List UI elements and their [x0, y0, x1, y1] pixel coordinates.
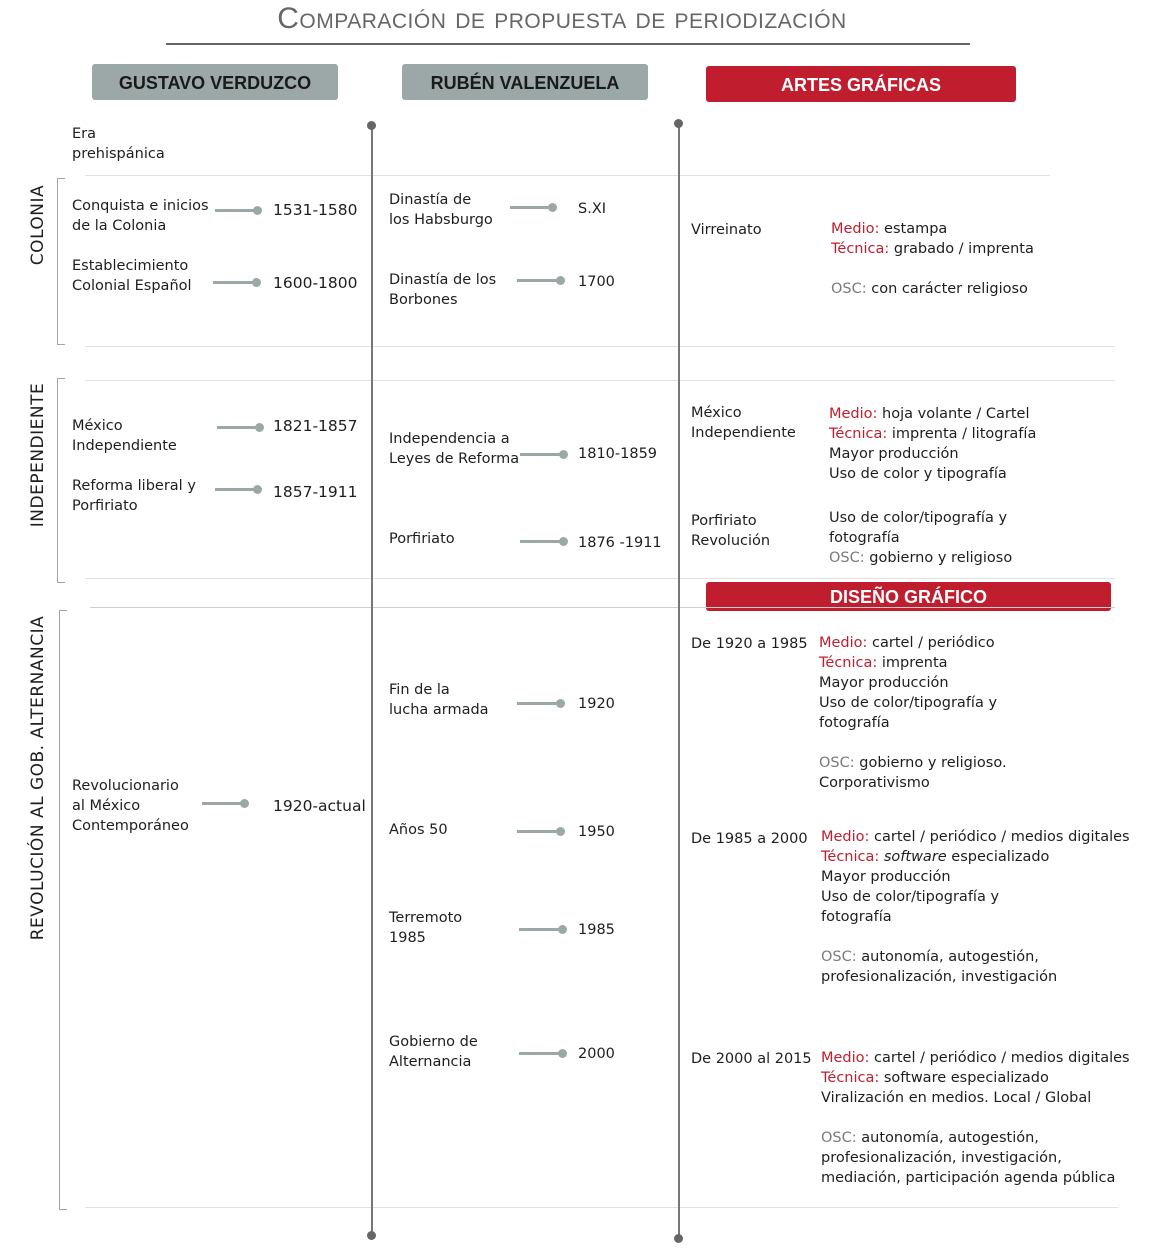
- valenzuela-date: 1920: [578, 696, 615, 712]
- label-line: Fin de la: [389, 682, 450, 698]
- field-value: fotografía: [821, 909, 892, 925]
- valenzuela-date: 1810-1859: [578, 446, 658, 462]
- field-value: profesionalización, investigación,: [821, 1150, 1062, 1166]
- label-line: Virreinato: [691, 222, 762, 238]
- description-line: [819, 653, 1007, 673]
- diseno-description: [821, 1048, 1130, 1188]
- field-value: fotografía: [819, 715, 890, 731]
- valenzuela-date: 2000: [578, 1046, 615, 1062]
- field-label-red: Medio:: [829, 406, 878, 422]
- valenzuela-entry-label: [389, 680, 489, 720]
- label-line: Revolución: [691, 533, 771, 549]
- diseno-period-label: [691, 634, 808, 654]
- verduzco-entry-label: [72, 776, 189, 836]
- verduzco-entry-label: [72, 124, 165, 164]
- valenzuela-entry-label: [389, 908, 462, 948]
- label-line: Dinastía de los: [389, 272, 497, 288]
- field-label-osc: OSC:: [821, 1130, 857, 1146]
- label-line: de la Colonia: [72, 218, 167, 234]
- divider: [85, 578, 1115, 579]
- label-line: Conquista e inicios: [72, 198, 209, 214]
- field-label-red: Técnica:: [819, 655, 878, 671]
- artes-period-label: [691, 403, 796, 443]
- description-line: [821, 967, 1130, 987]
- description-line: [831, 239, 1034, 259]
- field-label-red: Técnica:: [831, 241, 890, 257]
- label-line: Revolucionario: [72, 778, 179, 794]
- label-line: Independencia a: [389, 431, 510, 447]
- label-line: México: [691, 405, 742, 421]
- field-label-osc: OSC:: [819, 755, 855, 771]
- field-value: cartel / periódico / medios digitales: [869, 1050, 1130, 1066]
- field-value: Corporativismo: [819, 775, 930, 791]
- diseno-period-label: [691, 1049, 812, 1069]
- label-line: Borbones: [389, 292, 458, 308]
- artes-period-label: [691, 220, 762, 240]
- field-value: software especializado: [879, 1070, 1049, 1086]
- verduzco-entry-label: [72, 476, 196, 516]
- field-value: Mayor producción: [819, 675, 949, 691]
- divider: [85, 1207, 1118, 1208]
- label-line: Gobierno de: [389, 1034, 478, 1050]
- connector: [215, 488, 258, 491]
- field-value: especializado: [946, 849, 1050, 865]
- label-line: Colonial Español: [72, 278, 192, 294]
- description-line: [819, 633, 1007, 653]
- artes-period-label: [691, 511, 770, 551]
- label-line: lucha armada: [389, 702, 489, 718]
- connector: [520, 540, 564, 543]
- field-value: autonomía, autogestión,: [856, 1130, 1039, 1146]
- label-line: De 2000 al 2015: [691, 1051, 812, 1067]
- connector: [519, 1052, 563, 1055]
- field-label-osc: OSC:: [829, 550, 865, 566]
- field-value: Viralización en medios. Local / Global: [821, 1090, 1092, 1106]
- label-line: Contemporáneo: [72, 818, 189, 834]
- field-value: Uso de color/tipografía y: [819, 695, 998, 711]
- description-line: [819, 753, 1007, 773]
- field-label-red: Medio:: [821, 1050, 870, 1066]
- field-label-red: Técnica:: [821, 849, 880, 865]
- bracket-independiente: [57, 378, 65, 583]
- valenzuela-date: S.XI: [578, 201, 607, 217]
- verduzco-entry-label: [72, 196, 209, 236]
- label-line: Porfiriato: [389, 531, 455, 547]
- description-line: [829, 404, 1036, 424]
- field-value: Mayor producción: [829, 446, 959, 462]
- label-line: Alternancia: [389, 1054, 472, 1070]
- description-line: [819, 693, 1007, 713]
- divider: [85, 380, 1115, 381]
- field-value: cartel / periódico / medios digitales: [869, 829, 1130, 845]
- title-underline: [166, 43, 970, 45]
- description-line: [831, 219, 1034, 239]
- diseno-description: [821, 827, 1130, 987]
- description-line: [819, 673, 1007, 693]
- verduzco-date: 1531-1580: [273, 201, 358, 219]
- label-line: Reforma liberal y: [72, 478, 196, 494]
- valenzuela-entry-label: [389, 190, 493, 230]
- bracket-revolucion: [59, 610, 67, 1210]
- divider: [85, 346, 1115, 347]
- field-value: mediación, participación agenda pública: [821, 1170, 1116, 1186]
- timeline-line: [371, 126, 373, 1235]
- description-line: [829, 508, 1012, 528]
- description-line: [821, 1048, 1130, 1068]
- field-value: grabado / imprenta: [889, 241, 1034, 257]
- description-line: [821, 907, 1130, 927]
- field-value: gobierno y religioso.: [854, 755, 1007, 771]
- artes-description: [831, 219, 1034, 299]
- field-label-osc: OSC:: [831, 281, 867, 297]
- field-value: cartel / periódico: [867, 635, 995, 651]
- description-line: [831, 279, 1034, 299]
- header-diseno-grafico: DISEÑO GRÁFICO: [706, 582, 1111, 611]
- field-label-red: Medio:: [831, 221, 880, 237]
- label-line: Independiente: [72, 438, 177, 454]
- field-value: estampa: [879, 221, 948, 237]
- description-line: [821, 927, 1130, 947]
- description-line: [821, 1088, 1130, 1108]
- valenzuela-date: 1985: [578, 922, 615, 938]
- field-value: Mayor producción: [821, 869, 951, 885]
- label-line: México: [72, 418, 123, 434]
- label-line: Independiente: [691, 425, 796, 441]
- artes-description: [829, 404, 1036, 484]
- verduzco-date: 1920-actual: [273, 797, 366, 815]
- page-title: Comparación de propuesta de periodización: [277, 2, 847, 35]
- divider: [85, 175, 1050, 176]
- header-gustavo-verduzco: GUSTAVO VERDUZCO: [92, 64, 338, 100]
- label-line: Terremoto: [389, 910, 463, 926]
- label-line: Leyes de Reforma: [389, 451, 520, 467]
- valenzuela-date: 1950: [578, 824, 615, 840]
- label-line: Dinastía de: [389, 192, 472, 208]
- verduzco-date: 1857-1911: [273, 483, 358, 501]
- timeline-start-dot: [367, 121, 376, 130]
- period-label-independiente: INDEPENDIENTE: [28, 382, 48, 528]
- connector: [517, 279, 561, 282]
- description-line: [829, 464, 1036, 484]
- label-line: Porfiriato: [72, 498, 138, 514]
- field-value: hoja volante / Cartel: [877, 406, 1030, 422]
- description-line: [821, 1148, 1130, 1168]
- connector: [520, 453, 564, 456]
- label-line: De 1920 a 1985: [691, 636, 808, 652]
- field-value: fotografía: [829, 530, 900, 546]
- valenzuela-entry-label: [389, 820, 448, 840]
- field-value: Uso de color y tipografía: [829, 466, 1007, 482]
- connector: [517, 830, 561, 833]
- field-value: Uso de color/tipografía y: [829, 510, 1008, 526]
- diseno-description: [819, 633, 1007, 793]
- verduzco-entry-label: [72, 416, 177, 456]
- connector: [519, 928, 563, 931]
- label-line: Era: [72, 126, 97, 142]
- label-line: Establecimiento: [72, 258, 189, 274]
- valenzuela-entry-label: [389, 529, 455, 549]
- label-line: Porfiriato: [691, 513, 757, 529]
- divider: [90, 607, 1115, 608]
- description-line: [821, 827, 1130, 847]
- connector: [202, 802, 245, 805]
- timeline-end-dot: [674, 1234, 683, 1243]
- connector: [217, 426, 260, 429]
- connector: [213, 281, 257, 284]
- label-line: prehispánica: [72, 146, 165, 162]
- bracket-colonia: [57, 178, 65, 345]
- field-value: imprenta: [877, 655, 948, 671]
- field-label-red: Medio:: [821, 829, 870, 845]
- valenzuela-date: 1700: [578, 274, 615, 290]
- description-line: [829, 444, 1036, 464]
- valenzuela-date: 1876 -1911: [578, 535, 662, 551]
- description-line: [821, 1108, 1130, 1128]
- description-line: [819, 733, 1007, 753]
- connector: [517, 702, 561, 705]
- field-value-italic: software: [883, 849, 947, 865]
- label-line: Años 50: [389, 822, 448, 838]
- label-line: 1985: [389, 930, 426, 946]
- verduzco-entry-label: [72, 256, 192, 296]
- description-line: [819, 773, 1007, 793]
- field-value: profesionalización, investigación: [821, 969, 1058, 985]
- timeline-start-dot: [674, 119, 683, 128]
- field-value: Uso de color/tipografía y: [821, 889, 1000, 905]
- valenzuela-entry-label: [389, 270, 496, 310]
- description-line: [821, 867, 1130, 887]
- field-label-red: Medio:: [819, 635, 868, 651]
- label-line: los Habsburgo: [389, 212, 493, 228]
- field-value: autonomía, autogestión,: [856, 949, 1039, 965]
- description-line: [821, 947, 1130, 967]
- description-line: [821, 847, 1130, 867]
- description-line: [831, 259, 1034, 279]
- connector: [510, 206, 553, 209]
- diseno-period-label: [691, 829, 808, 849]
- description-line: [821, 887, 1130, 907]
- description-line: [829, 424, 1036, 444]
- label-line: al México: [72, 798, 141, 814]
- field-value: gobierno y religioso: [864, 550, 1013, 566]
- timeline-end-dot: [367, 1231, 376, 1240]
- field-value: imprenta / litografía: [887, 426, 1037, 442]
- artes-description: [829, 508, 1012, 568]
- description-line: [821, 1128, 1130, 1148]
- label-line: De 1985 a 2000: [691, 831, 808, 847]
- period-label-colonia: COLONIA: [28, 184, 48, 266]
- field-label-red: Técnica:: [829, 426, 888, 442]
- verduzco-date: 1600-1800: [273, 274, 358, 292]
- description-line: [829, 528, 1012, 548]
- description-line: [821, 1168, 1130, 1188]
- field-value: con carácter religioso: [866, 281, 1028, 297]
- timeline-line: [678, 124, 680, 1236]
- period-label-revolucion: REVOLUCIÓN AL GOB. ALTERNANCIA: [28, 615, 48, 941]
- description-line: [819, 713, 1007, 733]
- header-ruben-valenzuela: RUBÉN VALENZUELA: [402, 64, 648, 100]
- description-line: [829, 548, 1012, 568]
- verduzco-date: 1821-1857: [273, 417, 358, 435]
- header-artes-graficas: ARTES GRÁFICAS: [706, 66, 1016, 102]
- field-label-osc: OSC:: [821, 949, 857, 965]
- connector: [215, 209, 258, 212]
- valenzuela-entry-label: [389, 429, 519, 469]
- field-label-red: Técnica:: [821, 1070, 880, 1086]
- valenzuela-entry-label: [389, 1032, 478, 1072]
- description-line: [821, 1068, 1130, 1088]
